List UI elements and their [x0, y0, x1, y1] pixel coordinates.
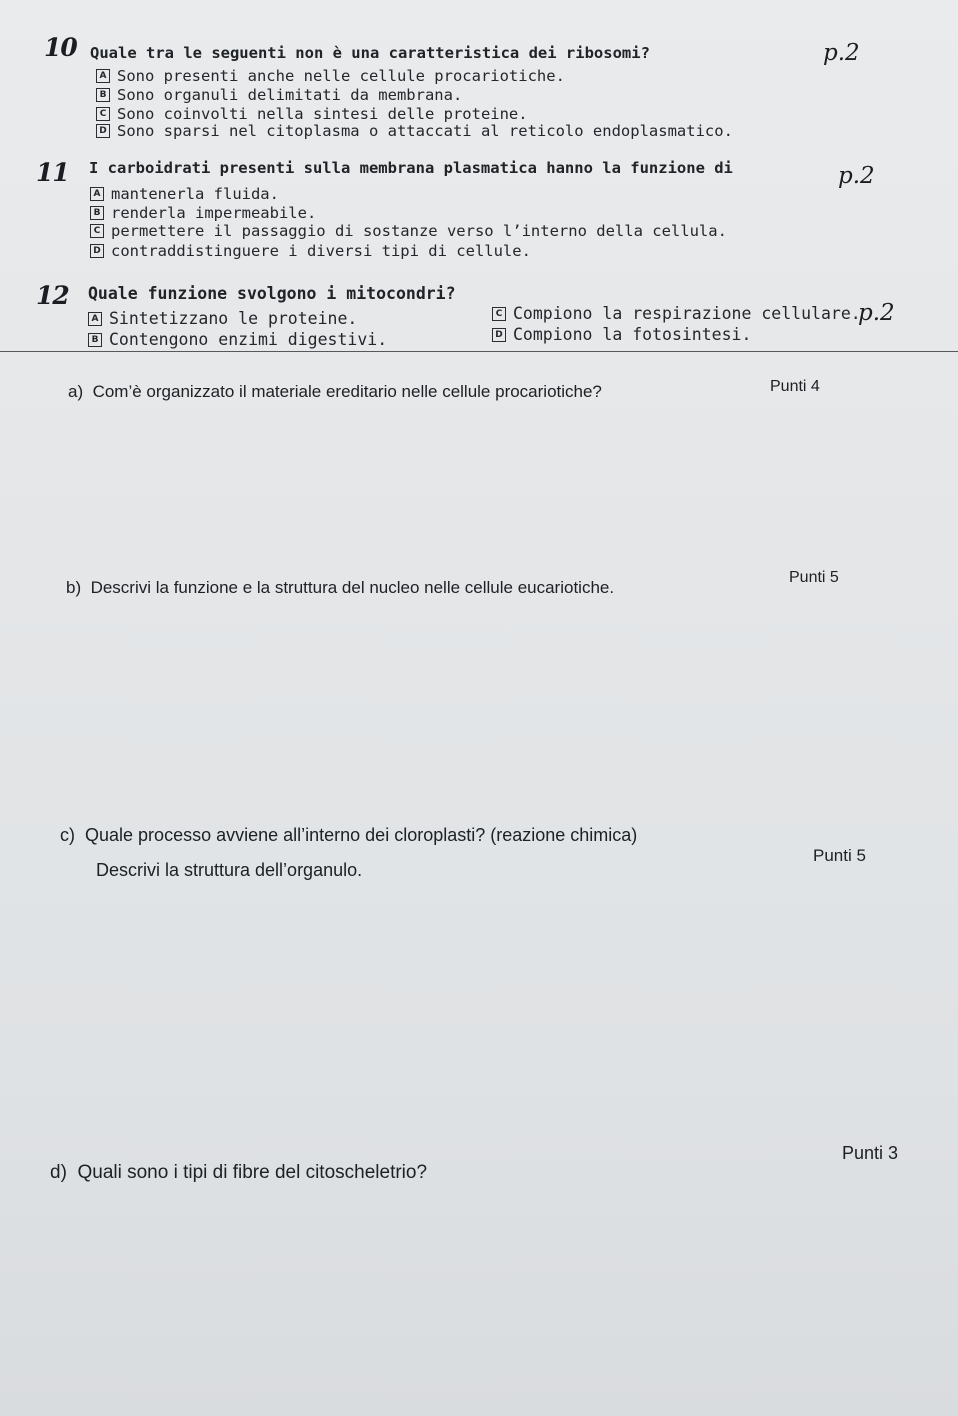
- open-question-a-text: Com’è organizzato il materiale ereditario nelle cellule procariotiche?: [92, 382, 602, 401]
- checkbox-b[interactable]: B: [88, 333, 102, 347]
- question-12-points: p.2: [858, 300, 895, 326]
- checkbox-a[interactable]: A: [96, 69, 110, 83]
- open-question-c: [60, 825, 637, 846]
- question-number-12: 12: [36, 281, 69, 310]
- option-text: renderla impermeabile.: [111, 204, 317, 222]
- checkbox-d[interactable]: D: [492, 328, 506, 342]
- option-text: mantenerla fluida.: [111, 185, 279, 203]
- answer-area-c[interactable]: [60, 890, 900, 1130]
- open-question-d-label: d): [50, 1162, 67, 1183]
- option-text: Sintetizzano le proteine.: [109, 309, 358, 328]
- question-11-option-a[interactable]: [90, 185, 279, 203]
- open-question-b: [66, 578, 614, 598]
- option-text: Sono organuli delimitati da membrana.: [117, 86, 463, 104]
- question-10-option-c[interactable]: [96, 105, 528, 123]
- open-question-a-label: a): [68, 382, 84, 401]
- question-12-text: Quale funzione svolgono i mitocondri?: [88, 284, 456, 303]
- question-12-option-d[interactable]: [492, 325, 751, 344]
- option-text: Sono presenti anche nelle cellule procariotiche.: [117, 67, 565, 85]
- open-question-d-text: Quali sono i tipi di fibre del citoscheletrio?: [77, 1162, 428, 1183]
- option-text: Sono coinvolti nella sintesi delle proteine.: [117, 105, 528, 123]
- answer-area-b[interactable]: [60, 608, 900, 808]
- option-text: Compiono la fotosintesi.: [513, 325, 752, 344]
- question-10-option-b[interactable]: [96, 86, 462, 104]
- checkbox-d[interactable]: D: [96, 124, 110, 138]
- checkbox-a[interactable]: A: [88, 312, 102, 326]
- open-question-c-label: c): [60, 825, 75, 845]
- checkbox-b[interactable]: B: [90, 206, 104, 220]
- open-question-b-points: Punti 5: [789, 569, 839, 586]
- question-12-option-c[interactable]: [492, 304, 861, 323]
- open-question-c-text: Quale processo avviene all’interno dei cloroplasti? (reazione chimica): [85, 825, 638, 845]
- open-question-d: [50, 1162, 427, 1184]
- option-text: Compiono la respirazione cellulare.: [513, 304, 861, 323]
- question-number-11: 11: [36, 158, 69, 187]
- open-question-d-points: Punti 3: [842, 1143, 899, 1163]
- checkbox-c[interactable]: C: [492, 307, 506, 321]
- question-11-points: p.2: [838, 163, 875, 189]
- checkbox-a[interactable]: A: [90, 187, 104, 201]
- option-text: contraddistinguere i diversi tipi di cellule.: [111, 242, 531, 260]
- checkbox-c[interactable]: C: [90, 224, 104, 238]
- question-11-option-b[interactable]: [90, 204, 316, 222]
- checkbox-b[interactable]: B: [96, 88, 110, 102]
- answer-area-a[interactable]: [60, 410, 900, 560]
- option-text: Contengono enzimi digestivi.: [109, 330, 388, 349]
- open-question-a-points: Punti 4: [770, 378, 820, 395]
- open-question-a: [68, 382, 602, 402]
- question-11-option-d[interactable]: [90, 242, 531, 260]
- open-question-b-text: Descrivi la funzione e la struttura del nucleo nelle cellule eucariotiche.: [90, 578, 615, 597]
- checkbox-c[interactable]: C: [96, 107, 110, 121]
- option-text: Sono sparsi nel citoplasma o attaccati al reticolo endoplasmatico.: [117, 122, 733, 140]
- option-text: permettere il passaggio di sostanze verso l’interno della cellula.: [111, 222, 727, 240]
- question-11-option-c[interactable]: [90, 222, 727, 240]
- open-question-c-points: Punti 5: [813, 846, 866, 865]
- question-10-option-a[interactable]: [96, 67, 565, 85]
- question-11-text: I carboidrati presenti sulla membrana plasmatica hanno la funzione di: [89, 159, 733, 177]
- question-12-option-b[interactable]: [88, 330, 387, 349]
- question-12-option-a[interactable]: [88, 309, 357, 328]
- open-question-b-label: b): [66, 578, 82, 597]
- question-number-10: 10: [44, 33, 77, 62]
- open-question-c-text2: Descrivi la struttura dell’organulo.: [96, 860, 363, 880]
- section-divider: [0, 351, 958, 352]
- question-10-option-d[interactable]: [96, 122, 733, 140]
- answer-area-d[interactable]: [50, 1200, 900, 1400]
- question-10-points: p.2: [823, 40, 860, 66]
- question-10-text: Quale tra le seguenti non è una caratteristica dei ribosomi?: [90, 44, 650, 62]
- checkbox-d[interactable]: D: [90, 244, 104, 258]
